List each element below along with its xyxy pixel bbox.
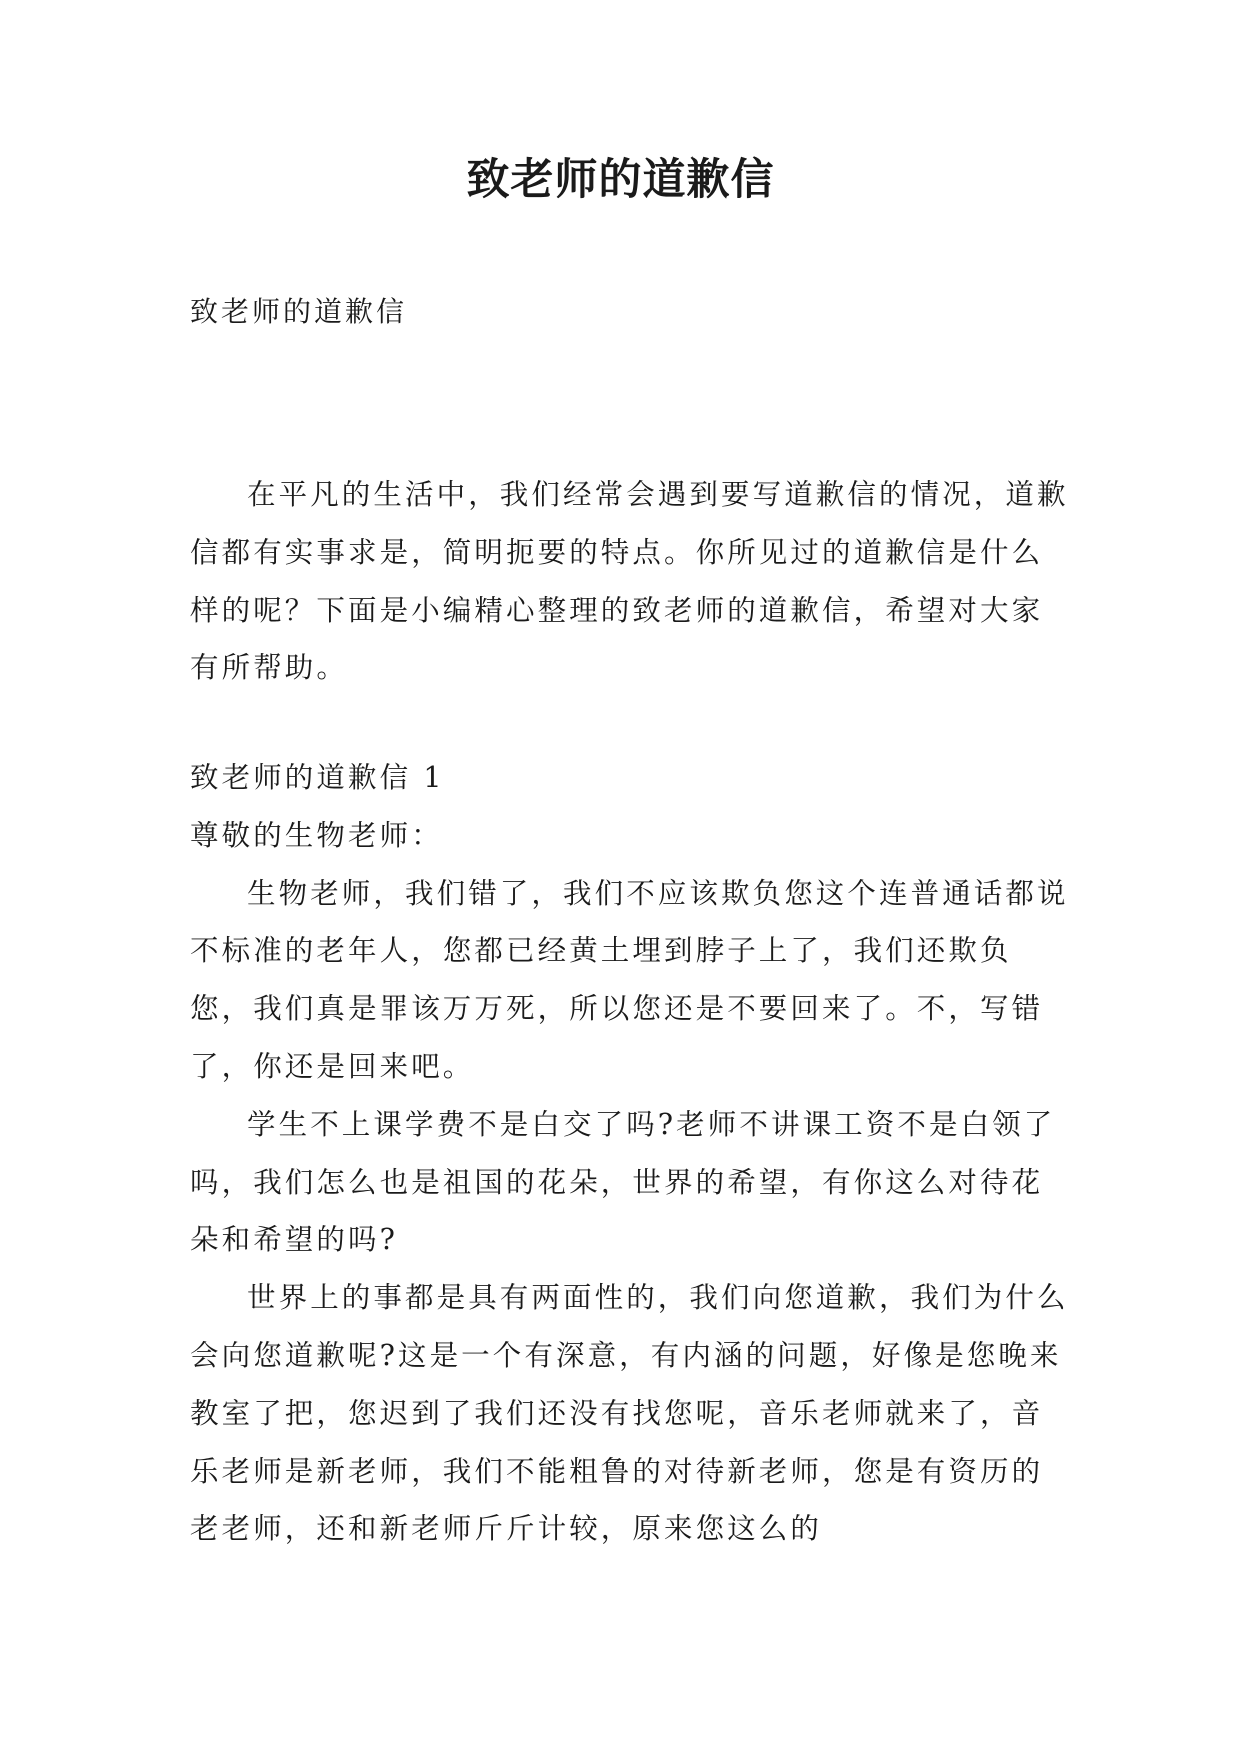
letter-paragraph: 学生不上课学费不是白交了吗?老师不讲课工资不是白领了吗，我们怎么也是祖国的花朵，世界的希望，有你这么对待花朵和希望的吗? [190, 1107, 1056, 1257]
letter-salutation: 尊敬的生物老师： [190, 818, 443, 852]
letter-section [190, 749, 1070, 1558]
document-subtitle: 致老师的道歉信 [190, 295, 408, 328]
intro-paragraph: 在平凡的生活中，我们经常会遇到要写道歉信的情况，道歉信都有实事求是，简明扼要的特点。你所见过的道歉信是什么样的呢？下面是小编精心整理的致老师的道歉信，希望对大家有所帮助。 [190, 478, 1069, 685]
letter-heading: 致老师的道歉信 1 [190, 761, 445, 794]
page-title: 致老师的道歉信 [466, 155, 775, 205]
intro-section [190, 466, 1070, 697]
letter-paragraph: 生物老师，我们错了，我们不应该欺负您这个连普通话都说不标准的老年人，您都已经黄土埋到脖子上了，我们还欺负您，我们真是罪该万万死，所以您还是不要回来了。不，写错了，你还是回来吧。 [190, 876, 1069, 1083]
letter-paragraph: 世界上的事都是具有两面性的，我们向您道歉，我们为什么会向您道歉呢?这是一个有深意，有内涵的问题，好像是您晚来教室了把，您迟到了我们还没有找您呢，音乐老师就来了，音乐老师是新老师，我们不能粗鲁的对待新老师，您是有资历的老老师，还和新老师斤斤计较，原来您这么的 [190, 1281, 1069, 1546]
